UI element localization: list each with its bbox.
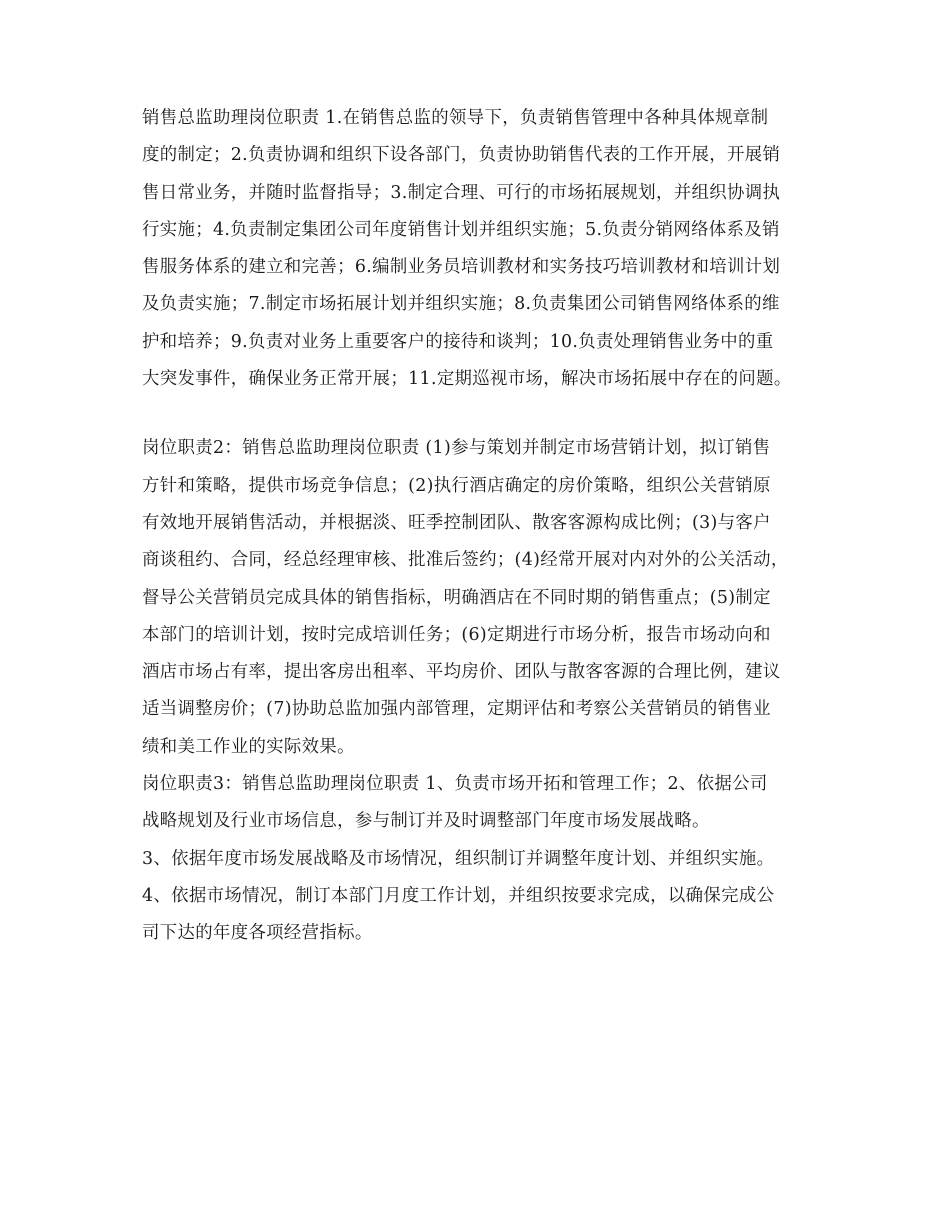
text-line: 及负责实施；7.制定市场拓展计划并组织实施；8.负责集团公司销售网络体系的维 bbox=[142, 294, 780, 315]
text-line: 销售总监助理岗位职责 1.在销售总监的领导下，负责销售管理中各种具体规章制 bbox=[142, 108, 769, 128]
paragraph-item-3 bbox=[142, 841, 832, 878]
text-line: 售日常业务，并随时监督指导；3.制定合理、可行的市场拓展规划，并组织协调执 bbox=[142, 182, 781, 203]
text-line: 岗位职责3：销售总监助理岗位职责 1、负责市场开拓和管理工作；2、依据公司 bbox=[142, 774, 768, 795]
text-line: 护和培养；9.负责对业务上重要客户的接待和谈判；10.负责处理销售业务中的重 bbox=[142, 331, 774, 352]
paragraph-duties-1 bbox=[142, 100, 832, 398]
text-line: 岗位职责2：销售总监助理岗位职责 (1)参与策划并制定市场营销计划，拟订销售 bbox=[142, 438, 771, 459]
text-line: 度的制定；2.负责协调和组织下设各部门，负责协助销售代表的工作开展，开展销 bbox=[142, 145, 781, 166]
paragraph-spacer bbox=[142, 398, 832, 430]
text-line: 司下达的年度各项经营指标。 bbox=[142, 923, 373, 944]
text-line: 适当调整房价；(7)协助总监加强内部管理，定期评估和考察公关营销员的销售业 bbox=[142, 699, 771, 720]
paragraph-duties-2 bbox=[142, 430, 832, 766]
text-line: 大突发事件，确保业务正常开展；11.定期巡视市场，解决市场拓展中存在的问题。 bbox=[142, 369, 792, 390]
text-line: 行实施；4.负责制定集团公司年度销售计划并组织实施；5.负责分销网络体系及销 bbox=[142, 219, 780, 240]
text-line: 售服务体系的建立和完善；6.编制业务员培训教材和实务技巧培训教材和培训计划 bbox=[142, 257, 781, 278]
text-line: 3、依据年度市场发展战略及市场情况，组织制订并调整年度计划、并组织实施。 bbox=[142, 848, 775, 869]
text-line: 战略规划及行业市场信息，参与制订并及时调整部门年度市场发展战略。 bbox=[142, 811, 710, 832]
document-page bbox=[142, 100, 832, 953]
text-line: 本部门的培训计划，按时完成培训任务；(6)定期进行市场分析，报告市场动向和 bbox=[142, 624, 771, 645]
text-line: 绩和美工作业的实际效果。 bbox=[142, 736, 355, 757]
text-line: 酒店市场占有率，提出客房出租率、平均房价、团队与散客客源的合理比例，建议 bbox=[142, 662, 781, 683]
paragraph-item-4 bbox=[142, 878, 832, 953]
text-line: 方针和策略，提供市场竞争信息；(2)执行酒店确定的房价策略，组织公关营销原 bbox=[142, 475, 771, 496]
text-line: 有效地开展销售活动，并根据淡、旺季控制团队、散客客源构成比例；(3)与客户 bbox=[142, 512, 771, 533]
text-line: 督导公关营销员完成具体的销售指标，明确酒店在不同时期的销售重点；(5)制定 bbox=[142, 587, 771, 608]
text-line: 4、依据市场情况，制订本部门月度工作计划，并组织按要求完成，以确保完成公 bbox=[142, 885, 775, 906]
text-line: 商谈租约、合同，经总经理审核、批准后签约；(4)经常开展对内对外的公关活动， bbox=[142, 550, 789, 571]
paragraph-duties-3 bbox=[142, 766, 832, 841]
